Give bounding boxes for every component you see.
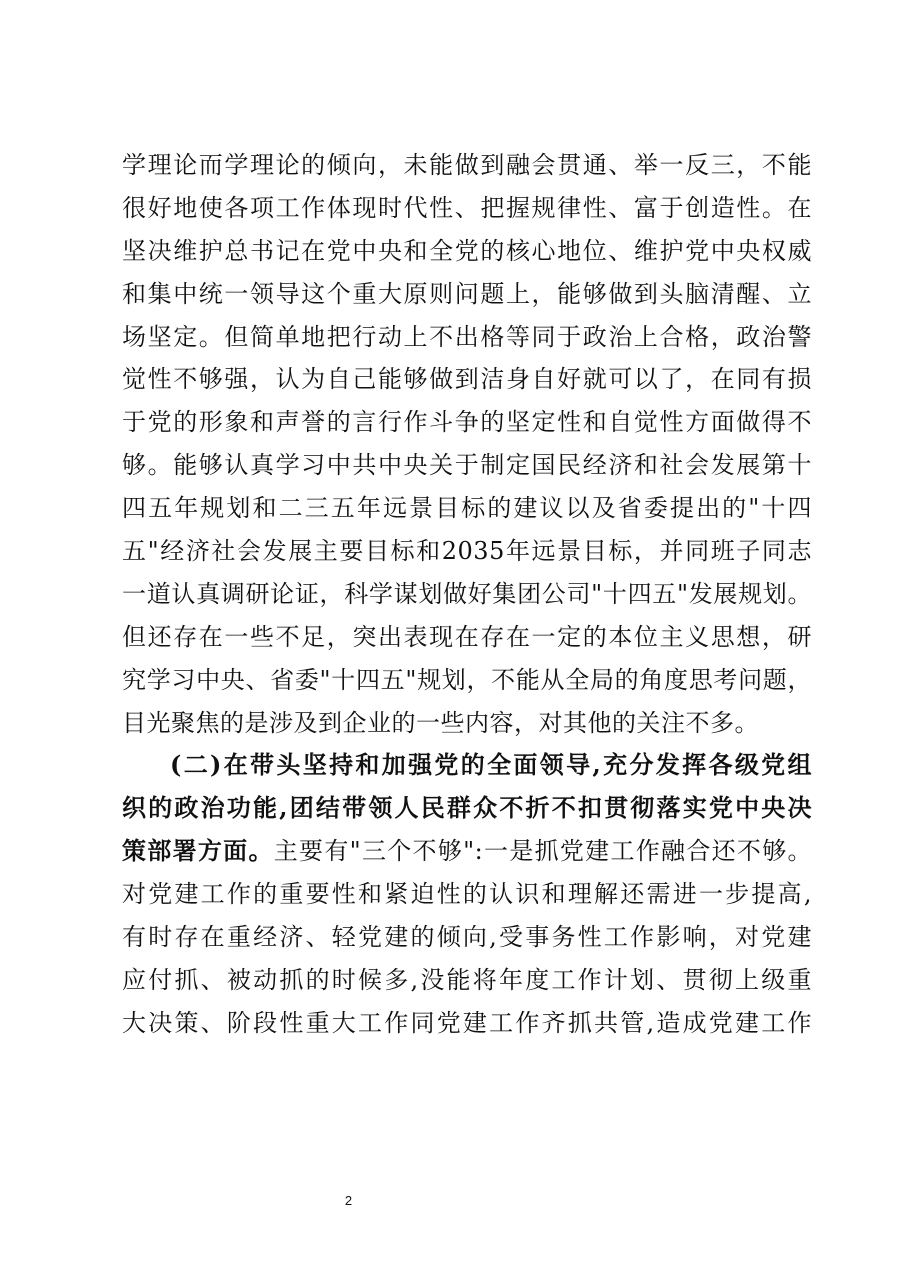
paragraph-line: 对党建工作的重要性和紧迫性的认识和理解还需进一步提高, bbox=[122, 880, 812, 909]
section-intro-text: 主要有"三个不够":一是抓党建工作融合还不够。 bbox=[273, 837, 813, 866]
section-heading-line: 织的政治功能,团结带领人民群众不折不扣贯彻落实党中央决 bbox=[122, 793, 812, 823]
paragraph-line: 够。能够认真学习中共中央关于制定国民经济和社会发展第十 bbox=[122, 451, 812, 480]
paragraph-line: 和集中统一领导这个重大原则问题上，能够做到头脑清醒、立 bbox=[122, 279, 812, 308]
section-heading-end: 策部署方面。 bbox=[122, 836, 274, 866]
paragraph-line: 坚决维护总书记在党中央和全党的核心地位、维护党中央权威 bbox=[122, 236, 812, 265]
section-heading-line: (二)在带头坚持和加强党的全面领导,充分发挥各级党组 bbox=[170, 750, 812, 780]
paragraph-line: 应付抓、被动抓的时候多,没能将年度工作计划、贯彻上级重 bbox=[122, 965, 812, 994]
paragraph-line: 但还存在一些不足，突出表现在存在一定的本位主义思想，研 bbox=[122, 622, 812, 651]
paragraph-line: 一道认真调研论证，科学谋划做好集团公司"十四五"发展规划。 bbox=[122, 579, 812, 608]
paragraph-line: 目光聚焦的是涉及到企业的一些内容，对其他的关注不多。 bbox=[122, 708, 759, 737]
paragraph-line: 有时存在重经济、轻党建的倾向,受事务性工作影响，对党建 bbox=[122, 923, 812, 952]
paragraph-line: 大决策、阶段性重大工作同党建工作齐抓共管,造成党建工作 bbox=[122, 1008, 812, 1037]
paragraph-line: 觉性不够强，认为自己能够做到洁身自好就可以了，在同有损 bbox=[122, 365, 812, 394]
paragraph-line: 究学习中央、省委"十四五"规划，不能从全局的角度思考问题， bbox=[122, 665, 812, 694]
page-number: 2 bbox=[344, 1193, 353, 1208]
paragraph-line: 学理论而学理论的倾向，未能做到融会贯通、举一反三，不能 bbox=[122, 151, 812, 179]
paragraph-line: 场坚定。但简单地把行动上不出格等同于政治上合格，政治警 bbox=[122, 322, 812, 351]
paragraph-line: 于党的形象和声誉的言行作斗争的坚定性和自觉性方面做得不 bbox=[122, 408, 812, 437]
body-text bbox=[122, 144, 812, 1045]
paragraph-line: 四五年规划和二三五年远景目标的建议以及省委提出的"十四 bbox=[122, 494, 812, 523]
paragraph-line: 很好地使各项工作体现时代性、把握规律性、富于创造性。在 bbox=[122, 193, 812, 222]
paragraph-line: 五"经济社会发展主要目标和2035年远景目标，并同班子同志 bbox=[122, 537, 812, 566]
section-heading-line bbox=[122, 830, 812, 873]
